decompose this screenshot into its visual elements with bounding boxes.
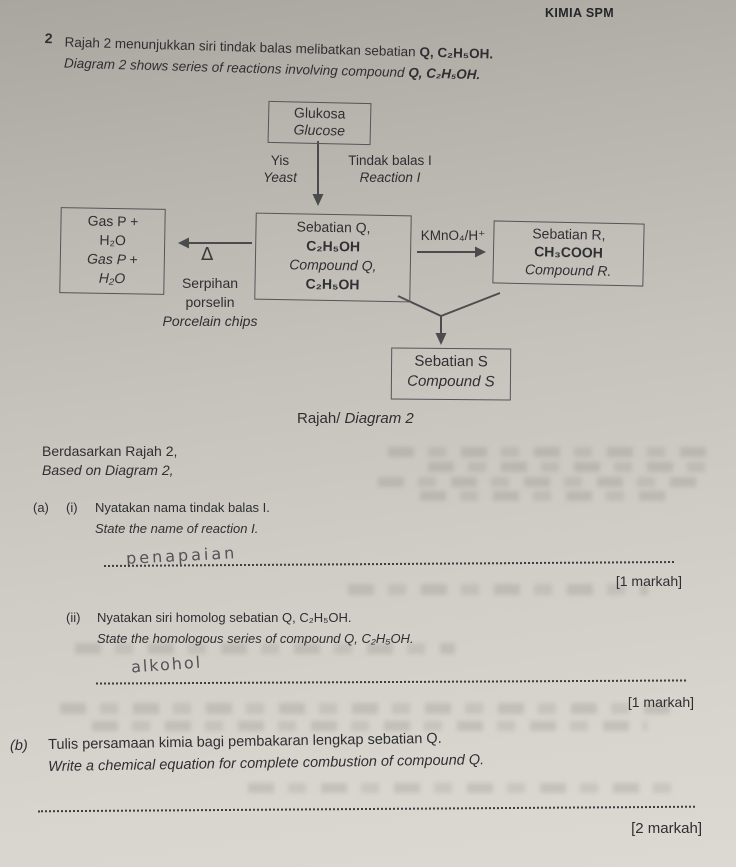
prompt-b-ms: Tulis persamaan kimia bagi pembakaran lengkap sebatian Q.: [48, 730, 442, 753]
answer-line-b: [38, 806, 695, 813]
oxidant-label: KMnO₄/H⁺: [420, 228, 486, 243]
porcelain-chips-label: [150, 274, 270, 331]
caption-ms: Rajah/: [297, 410, 341, 427]
intro-ms-formula: Q, C₂H₅OH.: [419, 44, 494, 62]
prompt-a-ii-en: State the homologous series of compound Q, C₂H₅OH.: [97, 631, 414, 646]
handwritten-answer-a-i: penapaian: [125, 543, 238, 568]
gas-box-line: H₂O: [99, 231, 127, 249]
intro-en-formula: Q, C₂H₅OH.: [408, 65, 481, 83]
glucose-label-ms: Glukosa: [293, 104, 346, 122]
caption-en: Diagram 2: [344, 410, 414, 427]
q-box-line: Sebatian Q,: [296, 218, 371, 236]
gas-box-line: Gas P +: [87, 212, 139, 230]
glucose-box: [268, 101, 372, 145]
based-on-ms: Berdasarkan Rajah 2,: [42, 443, 178, 459]
prompt-a-i-en: State the name of reaction I.: [95, 521, 259, 536]
marks-b: [2 markah]: [631, 820, 702, 837]
yeast-label-en: Yeast: [263, 170, 297, 185]
reaction1-arrow: [313, 141, 324, 206]
bleed-through-smudge: [60, 703, 680, 714]
part-a-i-label: (i): [66, 500, 78, 515]
prompt-b-en: Write a chemical equation for complete combustion of compound Q.: [48, 752, 485, 775]
paper-title: KIMIA SPM: [545, 6, 615, 20]
oxidation-arrow: [417, 247, 486, 258]
handwritten-answer-a-ii: alkohol: [130, 652, 203, 677]
gas-box-line: Gas P +: [86, 250, 138, 268]
bleed-through-smudge: [92, 721, 647, 731]
reaction1-label-ms: Tindak balas I: [348, 153, 432, 168]
part-a-label: (a): [33, 500, 49, 515]
porcelain-label-ms1: Serpihan: [181, 275, 239, 291]
intro-ms-text: Rajah 2 menunjukkan siri tindak balas melibatkan sebatian: [64, 34, 420, 60]
marks-a-ii: [1 markah]: [627, 694, 694, 710]
heat-triangle-symbol: Δ: [201, 244, 214, 265]
combustion-arrow: [178, 238, 252, 249]
reaction1-label: [340, 152, 440, 186]
merge-arrow: [398, 293, 500, 345]
answer-line-a-ii: [96, 679, 686, 684]
part-b-label: (b): [9, 737, 28, 755]
gas-box-line: H₂O: [98, 269, 126, 287]
based-on-en: Based on Diagram 2,: [42, 462, 174, 478]
r-box-formula: CH₃COOH: [534, 243, 604, 261]
reaction1-label-en: Reaction I: [359, 170, 421, 185]
diagram-caption: [297, 410, 414, 427]
s-box-line: Compound S: [407, 372, 495, 391]
q-box-formula: C₂H₅OH: [306, 237, 361, 255]
prompt-a-ii-ms: Nyatakan siri homolog sebatian Q, C₂H₅OH.: [97, 610, 352, 625]
porcelain-label-ms2: porselin: [185, 294, 235, 310]
part-a-ii-label: (ii): [66, 610, 81, 625]
r-box-line: Compound R.: [524, 261, 612, 279]
bleed-through-smudge: [428, 462, 706, 472]
question-intro-en: [64, 56, 481, 83]
marks-a-i: [1 markah]: [615, 573, 682, 589]
q-box-line: Compound Q,: [289, 256, 377, 274]
intro-en-text: Diagram 2 shows series of reactions involving compound: [63, 55, 409, 81]
bleed-through-smudge: [388, 447, 706, 457]
yeast-label-ms: Yis: [270, 153, 290, 168]
question-number: 2: [44, 29, 53, 47]
prompt-a-i-ms: Nyatakan nama tindak balas I.: [95, 500, 270, 515]
bleed-through-smudge: [248, 783, 678, 793]
bleed-through-smudge: [420, 491, 670, 501]
glucose-label-en: Glucose: [293, 121, 346, 139]
q-box-formula: C₂H₅OH: [305, 275, 360, 293]
compound-r-box: [492, 220, 644, 286]
compound-s-box: [391, 347, 511, 400]
s-box-line: Sebatian S: [414, 352, 488, 371]
r-box-line: Sebatian R,: [532, 225, 606, 243]
compound-q-box: [254, 213, 411, 303]
bleed-through-smudge: [378, 477, 706, 487]
porcelain-label-en: Porcelain chips: [162, 313, 258, 329]
yeast-label: [250, 152, 310, 186]
